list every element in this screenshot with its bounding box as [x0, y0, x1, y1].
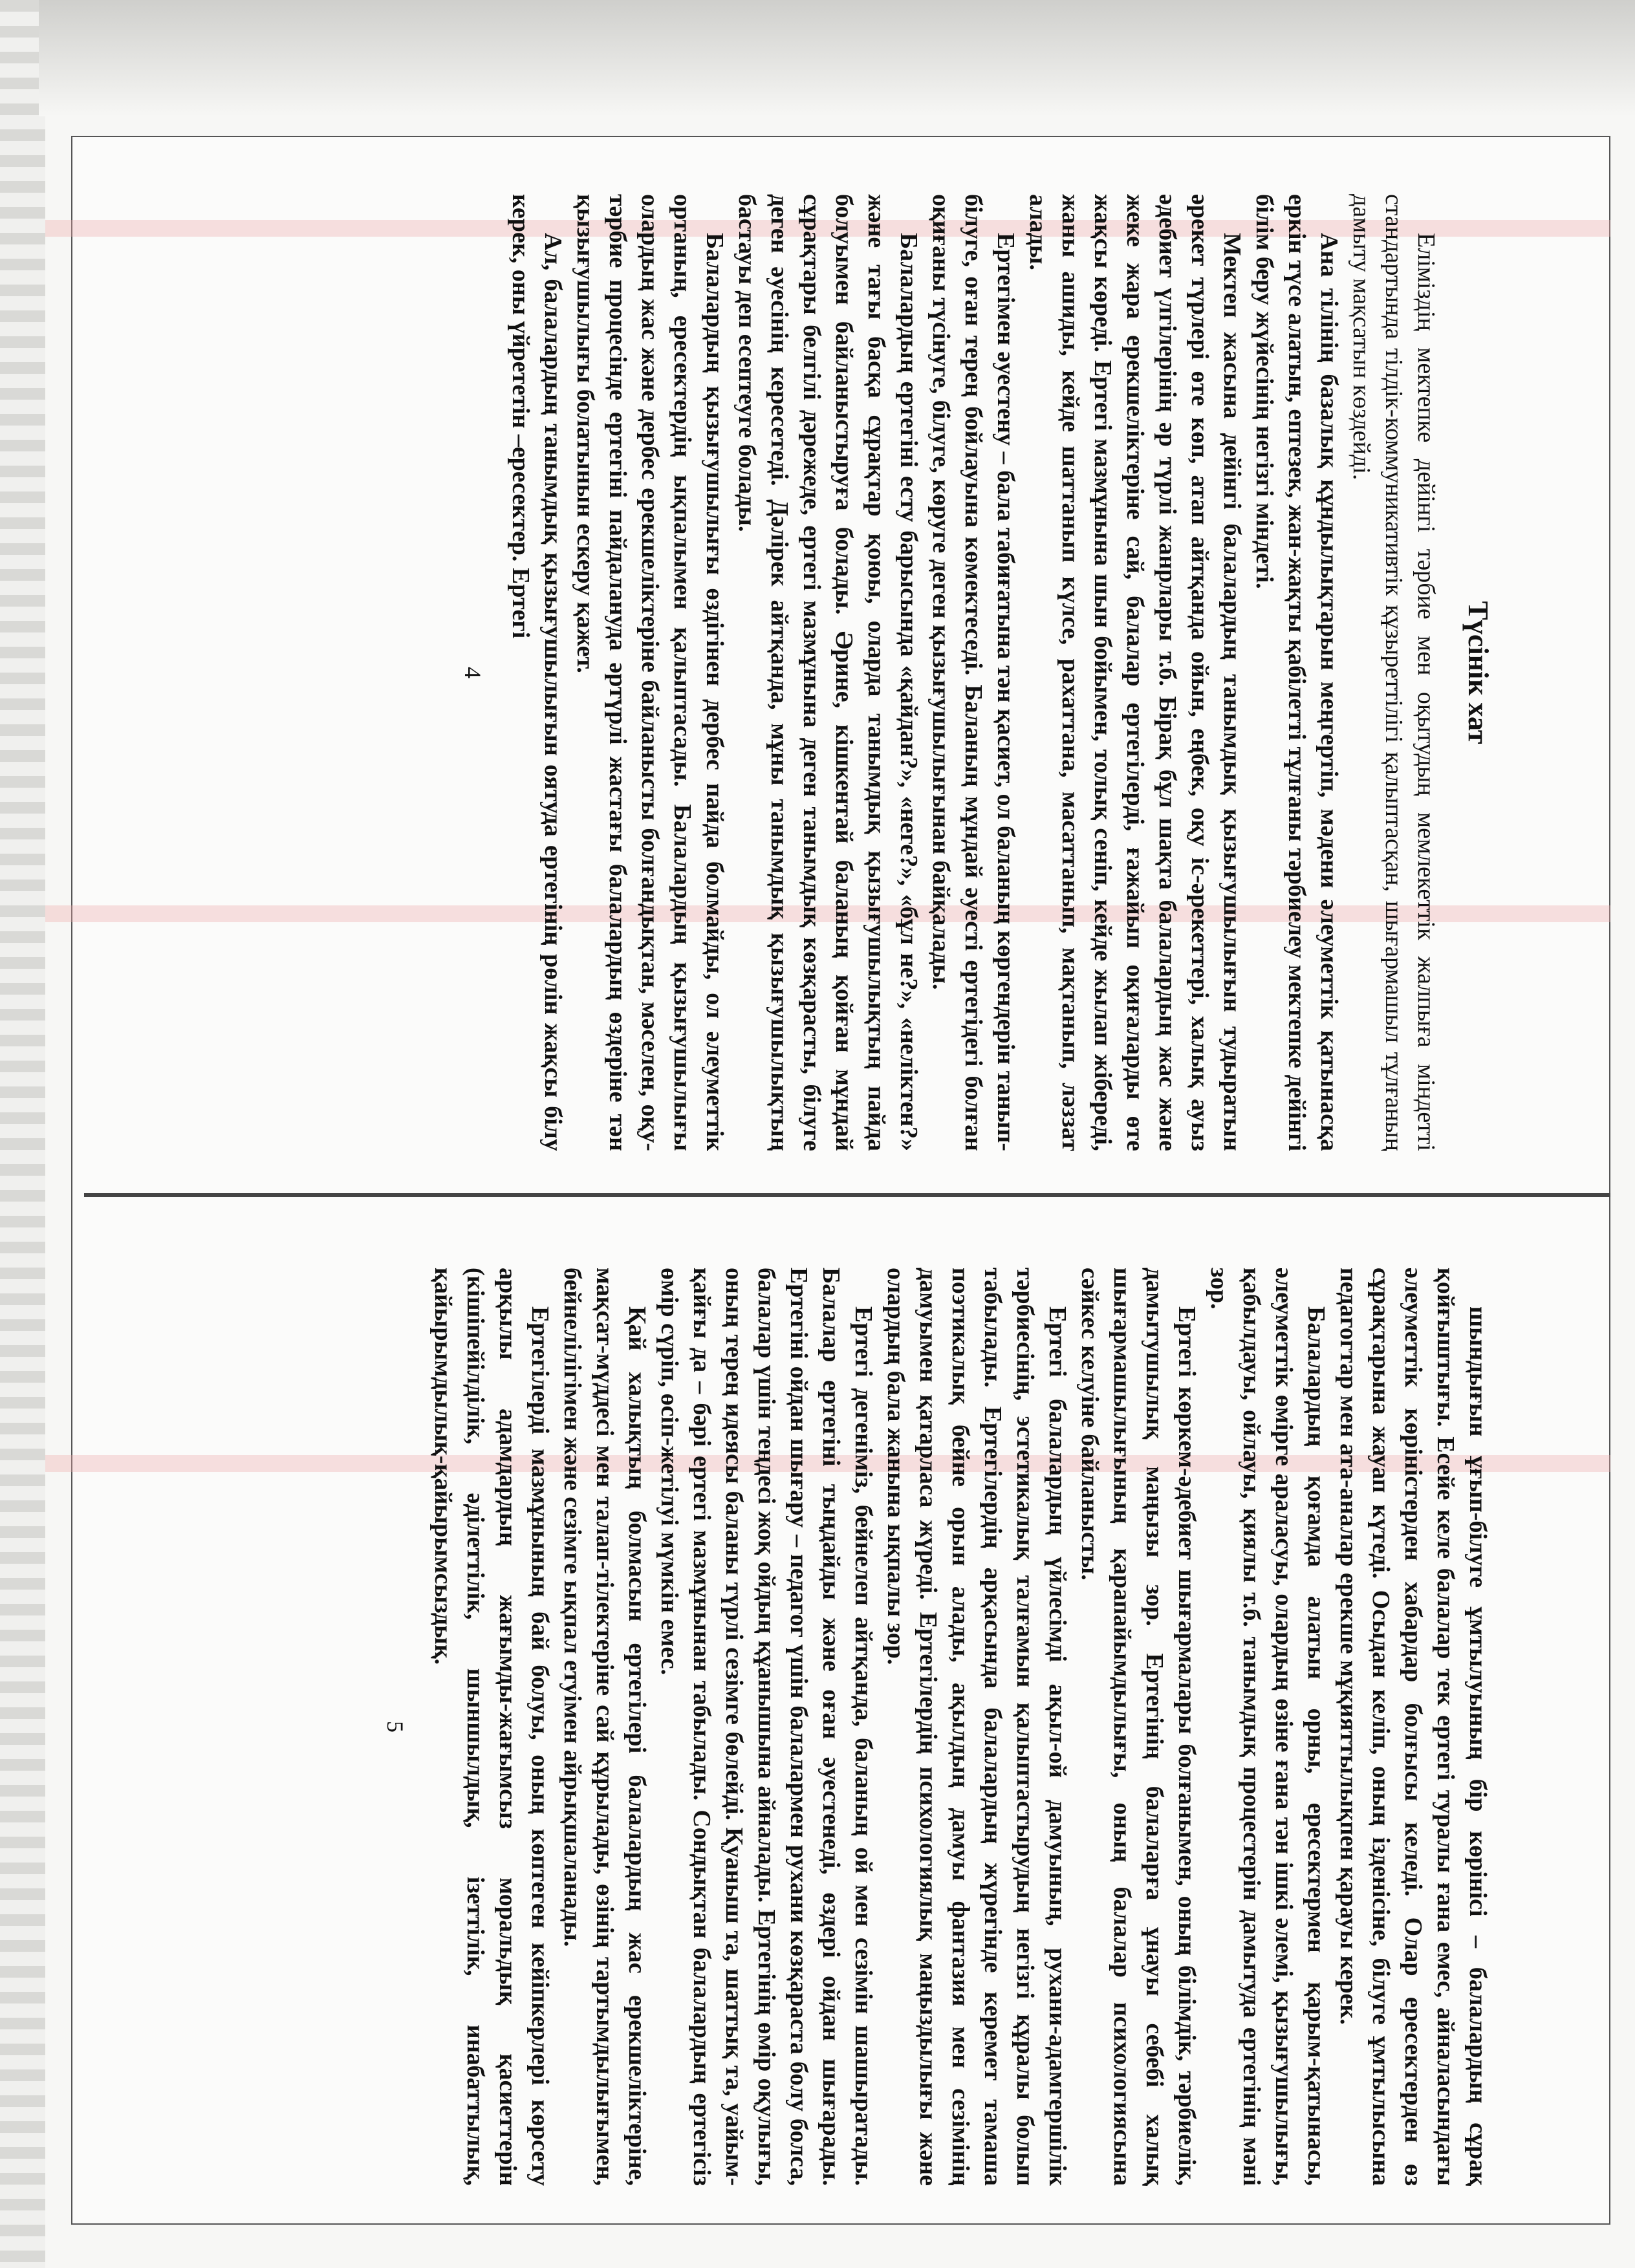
page-number: 4 [460, 667, 486, 678]
paragraph: Еліміздің мектепке дейінгі тәрбие мен оқытудың мемлекеттік жалпыға міндетті стандартында тілдік-коммуникативтік құзыреттілігі қалыптасқан, шығармашыл тұлғаның дамыту мақсатын көздейді. [1348, 194, 1440, 1151]
scan-shadow [39, 0, 1635, 116]
paragraph: Ал, балалардың танымдық қызығушылығын оятуда ертегінің рөлін жақсы білу керек, оны үйрететін –ересектер. Ертегі [507, 194, 567, 1151]
paragraph: Ертегілерді мазмұнының бай болуы, оның көптеген кейіпкерлері көрсету арқылы адамдардың жағымды-жағымсыз моральдық қасиеттерін (кішіпейілділік, әділеттілік, шыншылдық, ізеттілік, инабаттылық, қайырымдылық-қайырымсыздық. [429, 1268, 554, 2186]
paragraph: Мектеп жасына дейінгі балалардың танымдық қызығушылығын тудыратын әрекет түрлері өте көп, атап айтқанда ойын, еңбек, оқу іс-әрекеттері, халық ауыз әдебиет үлгілерінің әр түрлі жанрлары т.б. Бірақ бұл шақта балалардың жас және жеке жара ерекшеліктеріне сай, балалар ертегілерді, ғажайып оқиғаларды өте жақсы көреді. Ертегі мазмұнына шын бойымен, толық сеніп, кейде жылап жібереді, жаны ашиды, кейде шаттанып күлсе, рахаттана, масаттанып, мақтанып, ләззат алады. [1024, 194, 1246, 1151]
page-number: 5 [382, 1721, 408, 1733]
paragraph: Ертегі балалардың үйлесімді ақыл-ой дамуының, рухани-адамгершілік тәрбиесінің, эстетикалық талғамын қалыптастырудың негізгі құралы болып табылады. Ертегілердің арқасында балалардың жүрегінде керемет тамаша поэтикалық бейне орын алады, ақылдың дамуы фантазия мен сезімінің дамуымен қатарласа жүреді. Ертегілердің психологиялық маңыздылығы және олардың бала жанына ықпалы зор. [882, 1268, 1071, 2186]
paragraph: Ертегімен әуестену – бала табиғатына тән қасиет, ол баланың көргендерін танып-білуге, оған терең бойлауына көмектеседі. Баланың мұндай әуесті ертегідегі болған оқиғаны түсінуге, білуге, көруге деген қызығушылығынан байқалады. [927, 194, 1019, 1151]
paragraph: Қай халықтың болмасын ертегілері балалардың жас ерекшеліктеріне, мақсат-мүддесі мен талап-тілектеріне сай құрылады, өзінің тартымдылығымен, бейнелілігімен және сезімге ықпал етуімен айрықшаланады. [559, 1268, 651, 2186]
page-fold [84, 1193, 1610, 1197]
paragraph: шындығын ұғып-білуге ұмтылуының бір көрінісі – балалардың сұрақ қойғыштығы. Есейе келе балалар тек ертегі туралы ғана емес, айналасындағы әлеуметтік көріністерден хабардар болғысы келеді. Олар ересектерден өз сұрақтарына жауап күтеді. Осыдан келіп, оның ізденісіне, білуге ұмтылысына педагогтар мен ата-аналар ерекше мұқияттылықпен қарауы керек. [1335, 1268, 1491, 2186]
paragraph: Балалардың ертегіні есту барысында «қайдан?», «неге?», «бұл не?», «неліктен?» және тағы басқа сұрақтар қоюы, оларда танымдық қызығушылықтың пайда болуымен байланыстыруға болады. Әрине, кішкентай баланың қойған мұндай сұрақтары белгілі дәрежеде, ертегі мазмұнына деген танымдық көзқарасты, білуге деген әуесінің кересетеді. Дәлірек айтқанда, мұны танымдық қызығушылықтың бастауы деп есептеуге болады. [733, 194, 922, 1151]
page-title: Түсінік хат [1462, 601, 1494, 744]
paragraph: Балалардың қоғамда алатын орны, ересектермен қарым-қатынасы, әлеуметтік өмірге араласуы, олардың өзіне ғана тән ішкі әлемі, қызығушылығы, қабылдауы, ойлауы, қиялы т.б. танымдық процестерін дамытуда ертегінің мәні зор. [1206, 1268, 1330, 2186]
paragraph: Ертегі дегеніміз, бейнелеп айтқанда, баланың ой мен сезімін шашыратады. Балалар ертегіні тыңдайды және оған әуестенеді, өздері ойдан шығарады. Ертегіні ойдан шығару – педагог үшін балалармен рухани көзқараста болу болса, балалар үшін теңдесі жоқ ойдың құанышына айналады. Ертегінің өмір оқулығы, оның терең идеясы баланы түрлі сезімге бөлейді. Қуаныш та, шаттық та, уайым-қайғы да – бәрі ертегі мазмұнынан табылады. Сондықтан балалардың ертегісіз өмір сүріп, өсіп-жетілуі мүмкін емес. [656, 1268, 877, 2186]
paragraph: Балалардың қызығушылығы өздігінен дербес пайда болмайды, ол әлеуметтік ортаның, ересектердің ықпалымен қалыптасады. Балалардың қызығушылығы олардың жас және дербес ерекшеліктеріне байланысты болғандықтан, мәселен, оқу-тәрбие процесінде ертегіні пайдалануда әртүрлі жастағы балалардың өздеріне тән қызығушылығы болатынын ескеру қажет. [572, 194, 728, 1151]
page-4 [200, 194, 1494, 1151]
paragraph: Ана тілінің базалық құндылықтарын меңгертіп, мәдени әлеуметтік қатынасқа еркін түсе алатын, ептезек, жан-жақты қабілетті тұлғаны тәрбиелеу мектепке дейінгі білім беру жүйесінің негізгі міндеті. [1251, 194, 1343, 1151]
paragraph: Ертегі көркем-әдебиет шығармалары болғанымен, оның білімдік, тәрбиелік, дамытушылық маңызы зор. Ертегінің балаларға ұнауы себебі халық шығармашылығының қарапайымдылығы, оның балалар психологиясына сәйкес келуіне байланысты. [1076, 1268, 1200, 2186]
page-5 [200, 1268, 1494, 2186]
scan-edge [0, 0, 45, 2268]
